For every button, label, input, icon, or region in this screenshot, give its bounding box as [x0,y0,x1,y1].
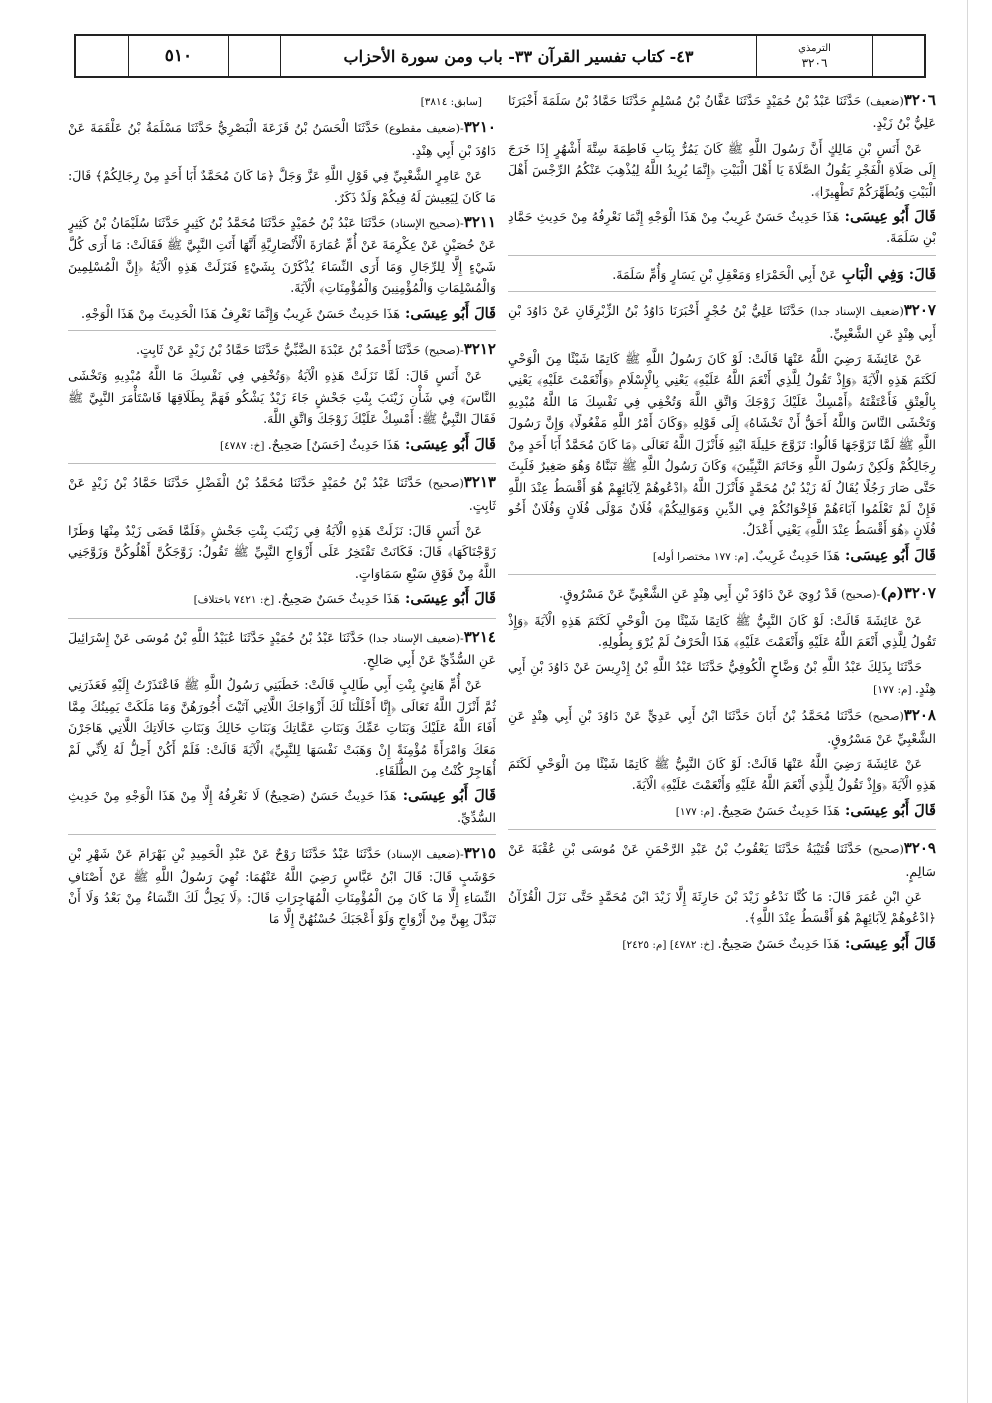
paragraph-text: عَنْ عَامِرٍ الشَّعْبِيِّ فِي قَوْلِ اللَّهِ عَزَّ وَجَلَّ ﴿مَا كَانَ مُحَمَّدٌ أَبَا أَحَدٍ مِنْ رِجَالِكُمْ﴾ قَالَ: مَا كَانَ لِيَعِيشَ لَهُ فِيكُمْ وَلَدٌ ذَكَرٌ. [68,168,496,205]
section-divider [68,330,496,331]
paragraph-text: حَدَّثَنَا عَبْدُ بْنُ حُمَيْدٍ حَدَّثَنَا عُبَيْدُ اللَّهِ بْنُ مُوسَى عَنْ إِسْرَائِيلَ عَنِ السُّدِّيِّ عَنْ أَبِي صَالِحٍ. [68,629,496,667]
hadith-entry [68,472,496,516]
source-reference: [خ: ٧٤٢١ باختلاف] [193,594,278,607]
paragraph-text: هَذَا حَدِيثٌ حَسَنٌ صَحِيحٌ. [277,591,400,607]
source-reference: [م: ١٧٧ مختصرا أوله] [652,550,752,563]
paragraph-text: عَنْ عَائِشَةَ رَضِيَ اللَّهُ عَنْهَا قَالَتْ: لَوْ كَانَ النَّبِيُّ ﷺ كَاتِمًا شَيْئًا مِنَ الْوَحْيِ لَكَتَمَ هَذِهِ الْآيَةَ ﴿وَإِذْ تَقُولُ لِلَّذِي أَنْعَمَ اللَّهُ عَلَيْهِ وَأَنْعَمْتَ عَلَيْهِ﴾ الْآيَةَ. [508,755,936,793]
narration-text [508,886,936,929]
paragraph-text: عَنْ أَبِي الْحَمْرَاءِ وَمَعْقِلِ بْنِ يَسَارٍ وَأُمِّ سَلَمَةَ. [612,266,837,282]
hadith-entry [68,843,496,930]
section-divider [68,618,496,619]
section-divider [508,291,936,292]
paragraph-text: هَذَا حَدِيثٌ حَسَنٌ صَحِيحٌ. [717,935,840,951]
chapter-title: ٤٣- كتاب تفسير القرآن ٣٣- باب ومن سورة الأحزاب [280,36,756,76]
commentary-note [508,933,936,956]
commentary-note [508,206,936,249]
paragraph-text: عَنْ أَنَسٍ قَالَ: لَمَّا نَزَلَتْ هَذِهِ الْآيَةُ ﴿وَتُخْفِي فِي نَفْسِكَ مَا اللَّهُ مُبْدِيهِ وَتَخْشَى النَّاسَ﴾ فِي شَأْنِ زَيْنَبَ بِنْتِ جَحْشٍ جَاءَ زَيْدٌ يَشْكُو فَهَمَّ بِطَلَاقِهَا فَاسْتَأْمَرَ النَّبِيَّ ﷺ فَقَالَ النَّبِيُّ ﷺ: أَمْسِكْ عَلَيْكَ زَوْجَكَ وَاتَّقِ اللَّهَ. [68,368,496,427]
paragraph-text: عَنِ ابْنِ عُمَرَ قَالَ: مَا كُنَّا نَدْعُو زَيْدَ بْنَ حَارِثَةَ إِلَّا زَيْدَ ابْنَ مُحَمَّدٍ حَتَّى نَزَلَ الْقُرْآنُ ﴿ادْعُوهُمْ لِآبَائِهِمْ هُوَ أَقْسَطُ عِنْدَ اللَّهِ﴾. [508,889,936,926]
paragraph-text: هَذَا حَدِيثٌ حَسَنٌ غَرِيبٌ مِنْ هَذَا الْوَجْهِ إِنَّمَا نَعْرِفُهُ مِنْ حَدِيثِ حَمَّادِ بْنِ سَلَمَةَ. [508,209,936,246]
source-reference: [م: ١٧٧] [675,805,718,818]
hadith-number: ٣٢١١ [463,213,496,232]
hadith-number: ٣٢١٤ [463,627,496,646]
hadith-entry [508,583,936,605]
narration-text [68,520,496,584]
commentary-lead: قَالَ أَبُو عِيسَى: [400,435,496,453]
paragraph-text: عَنْ عَائِشَةَ قَالَتْ: لَوْ كَانَ النَّبِيُّ ﷺ كَاتِمًا شَيْئًا مِنَ الْوَحْيِ لَكَتَمَ هَذِهِ الْآيَةَ ﴿وَإِذْ تَقُولُ لِلَّذِي أَنْعَمَ اللَّهُ عَلَيْهِ وَأَنْعَمْتَ عَلَيْهِ﴾ هَذَا الْحَرْفُ لَمْ يُرْوَ بِطُولِهِ. [508,612,936,649]
header-reference [756,36,872,76]
hadith-grade: -(صحيح) [424,344,464,358]
narration-text [68,674,496,781]
commentary-note [508,264,936,285]
section-divider [508,574,936,575]
paragraph-text: حَدَّثَنَا عَبْدُ بْنُ حُمَيْدٍ حَدَّثَنَا عَفَّانُ بْنُ مُسْلِمٍ حَدَّثَنَا حَمَّادُ بْنُ سَلَمَةَ أَخْبَرَنَا عَلِيُّ بْنُ زَيْدٍ. [508,93,936,131]
header-corner-left [76,36,128,76]
hadith-number: ٣٢٠٦ [903,91,936,109]
hadith-grade: (صحيح) [428,477,464,491]
hadith-number: ٣٢١٠ [463,118,496,137]
page-number: ٥١٠ [128,36,228,76]
narration-text [68,365,496,429]
book-name: الترمذي [798,43,831,54]
hadith-grade: -(ضعيف الإسناد) [386,848,464,862]
source-reference: [خ: ٤٧٨٢] [م: ٢٤٢٥] [622,938,718,951]
header-corner-right [872,36,924,76]
paragraph-text: حَدَّثَنَا أَحْمَدُ بْنُ عَبْدَةَ الضَّبِّيُّ حَدَّثَنَا حَمَّادُ بْنُ زَيْدٍ عَنْ ثَابِتٍ. [136,342,425,358]
paragraph-text: حَدَّثَنَا عَبْدُ بْنُ حُمَيْدٍ حَدَّثَنَا مُحَمَّدُ بْنُ كَثِيرٍ حَدَّثَنَا سُلَيْمَانُ بْنُ كَثِيرٍ عَنْ حُصَيْنٍ عَنْ عِكْرِمَةَ عَنْ أُمِّ عُمَارَةَ الْأَنْصَارِيَّةِ أَنَّهَا أَتَتِ النَّبِيَّ ﷺ فَقَالَتْ: مَا أَرَى كُلَّ شَيْءٍ إِلَّا لِلرِّجَالِ وَمَا أَرَى النِّسَاءَ يُذْكَرْنَ بِشَيْءٍ فَنَزَلَتْ هَذِهِ الْآيَةُ ﴿إِنَّ الْمُسْلِمِينَ وَالْمُسْلِمَاتِ وَالْمُؤْمِنِينَ وَالْمُؤْمِنَاتِ﴾ الْآيَةَ. [68,215,496,296]
hadith-grade: (ضعيف) [865,95,904,108]
paragraph-text: هَذَا حَدِيثٌ حَسَنٌ (صَحِيحٌ) لَا نَعْرِفُهُ إِلَّا مِنْ هَذَا الْوَجْهِ مِنْ حَدِيثِ السُّدِّيِّ. [68,788,496,825]
commentary-note [68,785,496,828]
paragraph-text: عَنْ أَنَسِ بْنِ مَالِكٍ أَنَّ رَسُولَ اللَّهِ ﷺ كَانَ يَمُرُّ بِبَابِ فَاطِمَةَ سِتَّةَ أَشْهُرٍ إِذَا خَرَجَ إِلَى صَلَاةِ الْفَجْرِ يَقُولُ الصَّلَاةَ يَا أَهْلَ الْبَيْتِ ﴿إِنَّمَا يُرِيدُ اللَّهُ لِيُذْهِبَ عَنْكُمُ الرِّجْسَ أَهْلَ الْبَيْتِ وَيُطَهِّرَكُمْ تَطْهِيرًا﴾. [508,140,936,199]
hadith-entry [68,339,496,361]
narration-text [508,138,936,202]
hadith-number: ٣٢١٢ [463,340,496,359]
commentary-lead: قَالَ أَبُو عِيسَى: [840,546,936,564]
paragraph-text: هَذَا حَدِيثٌ [حَسَنٌ] صَحِيحٌ. [267,436,400,452]
narration-text [508,348,936,541]
section-divider [508,255,936,256]
hadith-number: ٣٢٠٩ [903,839,936,858]
hadith-grade: (صحيح) [868,843,904,857]
paragraph-text: قَدْ رُوِيَ عَنْ دَاوُدَ بْنِ أَبِي هِنْدٍ عَنِ الشَّعْبِيِّ عَنْ مَسْرُوقٍ. [558,586,842,602]
paragraph-text: عَنْ أَنَسٍ قَالَ: نَزَلَتْ هَذِهِ الْآيَةُ فِي زَيْنَبَ بِنْتِ جَحْشٍ ﴿فَلَمَّا قَضَى زَيْدٌ مِنْهَا وَطَرًا زَوَّجْنَاكَهَا﴾ قَالَ: فَكَانَتْ تَفْتَخِرُ عَلَى أَزْوَاجِ النَّبِيِّ ﷺ تَقُولُ: زَوَّجَكُنَّ أَهْلُوكُنَّ وَزَوَّجَنِي اللَّهُ مِنْ فَوْقِ سَبْعِ سَمَاوَاتٍ. [68,522,496,581]
paragraph-text: حَدَّثَنَا قُتَيْبَةُ حَدَّثَنَا يَعْقُوبُ بْنُ عَبْدِ الرَّحْمَنِ عَنْ مُوسَى بْنِ عُقْبَةَ عَنْ سَالِمٍ. [508,841,936,879]
hadith-number: ٣٢١٥ [463,844,496,863]
scan-edge-line [967,0,968,1403]
hadith-grade: -(صحيح الإسناد) [390,217,464,231]
commentary-lead: قَالَ أَبُو عِيسَى: [840,934,936,952]
source-reference: [م: ١٧٧] [873,683,915,696]
page-header [74,34,926,78]
narration-text [508,753,936,796]
paragraph-text: حَدَّثَنَا عَلِيُّ بْنُ حُجْرٍ أَخْبَرَنَا دَاوُدُ بْنُ الزِّبْرِقَانِ عَنْ دَاوُدَ بْنِ أَبِي هِنْدٍ عَنِ الشَّعْبِيِّ. [508,303,936,341]
commentary-note [508,545,936,568]
hadith-number: ٣٢٠٧(م) [880,584,936,603]
left-text-column [68,90,496,1390]
hadith-number: ٣٢٠٨ [903,706,936,725]
hadith-number: ٣٢١٣ [463,473,496,492]
paragraph-text: هَذَا حَدِيثٌ غَرِيبٌ. [751,547,840,563]
paragraph-text: حَدَّثَنَا الْحَسَنُ بْنُ قَزَعَةَ الْبَصْرِيُّ حَدَّثَنَا مَسْلَمَةُ بْنُ عَلْقَمَةَ عَنْ دَاوُدَ بْنِ أَبِي هِنْدٍ. [68,120,496,158]
paragraph-text: هَذَا حَدِيثٌ حَسَنٌ غَرِيبٌ وَإِنَّمَا نَعْرِفُ هَذَا الْحَدِيثَ مِنْ هَذَا الْوَجْهِ. [80,305,400,321]
commentary-lead: قَالَ أَبُو عِيسَى: [839,208,936,226]
commentary-note [68,434,496,457]
commentary-note [68,303,496,324]
hadith-entry [508,90,936,134]
paragraph-text: حَدَّثَنَا عَبْدٌ حَدَّثَنَا رَوْحٌ عَنْ عَبْدِ الْحَمِيدِ بْنِ بَهْرَامَ عَنْ شَهْرِ بْنِ حَوْشَبٍ قَالَ: قَالَ ابْنُ عَبَّاسٍ رَضِيَ اللَّهُ عَنْهُمَا: نُهِيَ رَسُولُ اللَّهِ ﷺ عَنْ أَصْنَافِ النِّسَاءِ إِلَّا مَا كَانَ مِنَ الْمُؤْمِنَاتِ الْمُهَاجِرَاتِ قَالَ: ﴿لَا يَحِلُّ لَكَ النِّسَاءُ مِنْ بَعْدُ وَلَا أَنْ تَبَدَّلَ بِهِنَّ مِنْ أَزْوَاجٍ وَلَوْ أَعْجَبَكَ حُسْنُهُنَّ إِلَّا مَا [68,846,496,927]
section-divider [68,463,496,464]
commentary-lead: قَالَ أَبُو عِيسَى: [400,304,496,322]
hadith-entry [68,212,496,299]
commentary-lead: قَالَ أَبُو عِيسَى: [396,787,496,805]
hadith-grade: -(ضعيف الإسناد جدا) [368,631,464,645]
paragraph-text: عَنْ أُمِّ هَانِئٍ بِنْتِ أَبِي طَالِبٍ قَالَتْ: خَطَبَنِي رَسُولُ اللَّهِ ﷺ فَاعْتَذَرْتُ إِلَيْهِ فَعَذَرَنِي ثُمَّ أَنْزَلَ اللَّهُ تَعَالَى ﴿إِنَّا أَحْلَلْنَا لَكَ أَزْوَاجَكَ اللَّاتِي آتَيْتَ أُجُورَهُنَّ وَمَا مَلَكَتْ يَمِينُكَ مِمَّا أَفَاءَ اللَّهُ عَلَيْكَ وَبَنَاتِ عَمِّكَ وَبَنَاتِ عَمَّاتِكَ وَبَنَاتِ خَالِكَ وَبَنَاتِ خَالَاتِكَ اللَّاتِي هَاجَرْنَ مَعَكَ وَامْرَأَةً مُؤْمِنَةً إِنْ وَهَبَتْ نَفْسَهَا لِلنَّبِيِّ﴾ الْآيَةَ قَالَتْ: فَلَمْ أَكُنْ أَحِلُّ لَهُ لِأَنِّي لَمْ أُهَاجِرْ كُنْتُ مِنَ الطُّلَقَاءِ. [68,677,496,778]
hadith-grade: -(ضعيف مقطوع) [384,122,464,136]
hadith-entry [68,627,496,671]
hadith-entry [508,705,936,749]
commentary-lead: قَالَ: وَفِي الْبَابِ [836,265,936,283]
hadith-reference: ٣٢٠٦ [801,56,828,70]
paragraph-text: حَدَّثَنَا عَبْدُ بْنُ حُمَيْدٍ حَدَّثَنَا مُحَمَّدُ بْنُ الْفَضْلِ حَدَّثَنَا حَمَّادُ بْنُ زَيْدٍ عَنْ ثَابِتٍ. [68,475,496,513]
narration-text [68,90,496,113]
right-text-column [508,90,936,1390]
section-divider [68,834,496,835]
commentary-note [508,800,936,823]
hadith-grade: (صحيح) [868,710,904,724]
narration-text [508,656,936,701]
source-reference: [سابق: ٣٨١٤] [420,96,482,108]
paragraph-text: عَنْ عَائِشَةَ رَضِيَ اللَّهُ عَنْهَا قَالَتْ: لَوْ كَانَ رَسُولُ اللَّهِ ﷺ كَاتِمًا شَيْئًا مِنَ الْوَحْيِ لَكَتَمَ هَذِهِ الْآيَةَ ﴿وَإِذْ تَقُولُ لِلَّذِي أَنْعَمَ اللَّهُ عَلَيْهِ﴾ يَعْنِي بِالْإِسْلَامِ ﴿وَأَنْعَمْتَ عَلَيْهِ﴾ يَعْنِي بِالْعِتْقِ فَأَعْتَقْتَهُ ﴿أَمْسِكْ عَلَيْكَ زَوْجَكَ وَاتَّقِ اللَّهَ وَتُخْفِي فِي نَفْسِكَ مَا اللَّهُ مُبْدِيهِ وَتَخْشَى النَّاسَ وَاللَّهُ أَحَقُّ أَنْ تَخْشَاهُ﴾ إِلَى قَوْلِهِ ﴿وَكَانَ أَمْرُ اللَّهِ مَفْعُولًا﴾ وَإِنَّ رَسُولَ اللَّهِ ﷺ لَمَّا تَزَوَّجَهَا قَالُوا: تَزَوَّجَ حَلِيلَةَ ابْنِهِ فَأَنْزَلَ اللَّهُ تَعَالَى ﴿مَا كَانَ مُحَمَّدٌ أَبَا أَحَدٍ مِنْ رِجَالِكُمْ وَلَكِنْ رَسُولَ اللَّهِ وَخَاتَمَ النَّبِيِّينَ﴾ وَكَانَ رَسُولُ اللَّهِ ﷺ تَبَنَّاهُ وَهُوَ صَغِيرٌ فَلَبِثَ حَتَّى صَارَ رَجُلًا يُقَالُ لَهُ زَيْدُ بْنُ مُحَمَّدٍ فَأَنْزَلَ اللَّهُ ﴿ادْعُوهُمْ لِآبَائِهِمْ هُوَ أَقْسَطُ عِنْدَ اللَّهِ فَإِنْ لَمْ تَعْلَمُوا آبَاءَهُمْ فَإِخْوَانُكُمْ فِي الدِّينِ وَمَوَالِيكُمْ﴾ فُلَانٌ مَوْلَى فُلَانٍ وَفُلَانٌ أَخُو فُلَانٍ ﴿هُوَ أَقْسَطُ عِنْدَ اللَّهِ﴾ يَعْنِي أَعْدَلُ. [508,351,936,538]
narration-text [68,165,496,208]
narration-text [508,610,936,653]
section-divider [508,829,936,830]
hadith-entry [68,117,496,161]
hadith-grade: (ضعيف الإسناد جدا) [810,305,904,319]
hadith-entry [508,838,936,882]
paragraph-text: هَذَا حَدِيثٌ حَسَنٌ صَحِيحٌ. [717,802,840,818]
hadith-grade: -(صحيح) [841,588,881,602]
hadith-number: ٣٢٠٧ [903,301,936,320]
header-spacer [228,36,280,76]
paragraph-text: حَدَّثَنَا بِذَلِكَ عَبْدُ اللَّهِ بْنُ وَضَّاحٍ الْكُوفِيُّ حَدَّثَنَا عَبْدُ اللَّهِ بْنُ إِدْرِيسَ عَنْ دَاوُدَ بْنِ أَبِي هِنْدٍ. [508,659,936,696]
commentary-note [68,588,496,611]
source-reference: [خ: ٤٧٨٧] [220,439,268,452]
commentary-lead: قَالَ أَبُو عِيسَى: [840,801,936,819]
hadith-entry [508,300,936,344]
commentary-lead: قَالَ أَبُو عِيسَى: [400,590,496,608]
paragraph-text: حَدَّثَنَا مُحَمَّدُ بْنُ أَبَانَ حَدَّثَنَا ابْنُ أَبِي عَدِيٍّ عَنْ دَاوُدَ بْنِ أَبِي هِنْدٍ عَنِ الشَّعْبِيِّ عَنْ مَسْرُوقٍ. [508,708,936,746]
